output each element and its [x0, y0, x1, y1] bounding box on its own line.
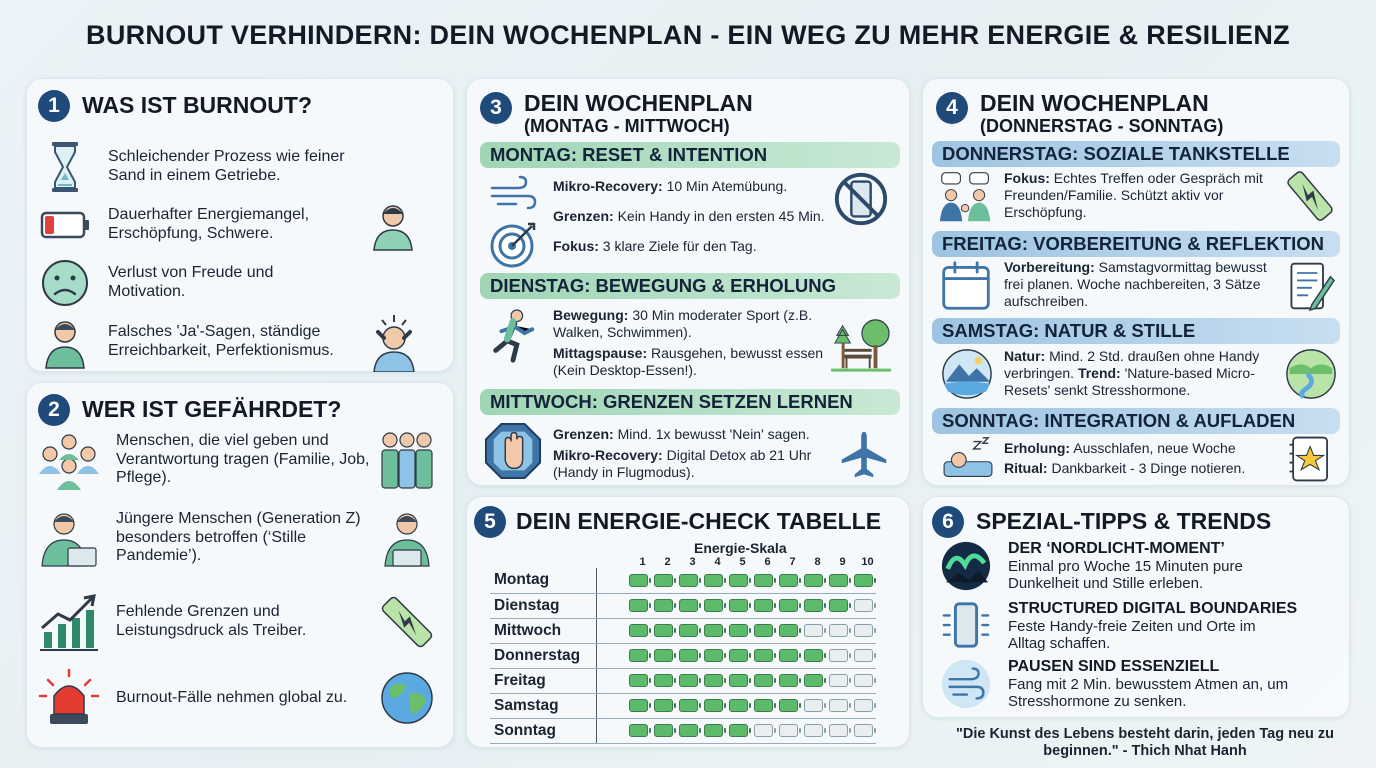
- battery-icon: [804, 574, 823, 587]
- battery-icon: [854, 674, 873, 687]
- table-row: [490, 718, 876, 743]
- row-day-label: Sonntag: [490, 718, 596, 743]
- battery-cell[interactable]: [651, 643, 676, 668]
- person-icon: [36, 315, 94, 369]
- battery-icon: [654, 649, 673, 662]
- blank-cell: [596, 668, 626, 693]
- row-day-label: Donnerstag: [490, 643, 596, 668]
- laptop-user-icon: [36, 508, 102, 568]
- day-lines-freitag: [1004, 259, 1279, 310]
- tip-body: Feste Handy-freie Zeiten und Orte im Alltag schaffen.: [1008, 618, 1256, 653]
- battery-icon: [754, 624, 773, 637]
- plan-line: Vorbereitung: Samstagvormittag bewusst frei planen. Woche nachbereiten, 3 Sätze aufschreiben.: [1004, 259, 1267, 310]
- plan-line: Bewegung: 30 Min moderater Sport (z.B. Walken, Schwimmen).: [553, 307, 813, 341]
- list-item: [36, 198, 446, 252]
- battery-icon: [829, 674, 848, 687]
- battery-cell[interactable]: [676, 593, 701, 618]
- battery-icon: [754, 574, 773, 587]
- battery-cell[interactable]: [701, 593, 726, 618]
- battery-icon: [779, 699, 798, 712]
- battery-cell[interactable]: [701, 568, 726, 593]
- plan-line: Mikro-Recovery: Digital Detox ab 21 Uhr (Handy in Flugmodus).: [553, 447, 812, 481]
- breath-icon: [940, 658, 992, 710]
- scale-number: 8: [814, 556, 821, 568]
- battery-cell[interactable]: [701, 618, 726, 643]
- supporting-people-icon: [378, 430, 436, 490]
- battery-cell[interactable]: [776, 668, 801, 693]
- battery-icon: [679, 674, 698, 687]
- table-row: [490, 568, 876, 593]
- list-item-text: Verlust von Freude und Motivation.: [108, 264, 274, 300]
- list-item-text: Schleichender Prozess wie feiner Sand in einem Getriebe.: [108, 148, 345, 184]
- airplane-icon: [838, 428, 890, 480]
- tip-title: DER ‘NORDLICHT-MOMENT’: [1008, 540, 1225, 557]
- battery-icon: [704, 574, 723, 587]
- table-row: [490, 618, 876, 643]
- day-band-donnerstag: DONNERSTAG: SOZIALE TANKSTELLE: [932, 141, 1340, 167]
- battery-cell[interactable]: [626, 668, 651, 693]
- battery-icon: [804, 599, 823, 612]
- battery-icon: [654, 599, 673, 612]
- low-battery-icon: [36, 198, 94, 252]
- battery-icon: [729, 674, 748, 687]
- list-item-text: Dauerhafter Energiemangel, Erschöpfung, Schwere.: [108, 206, 310, 242]
- tip-text: [1008, 600, 1297, 653]
- battery-icon: [854, 599, 873, 612]
- battery-icon: [754, 699, 773, 712]
- plan-line: Ritual: Dankbarkeit - 3 Dinge notieren.: [1004, 460, 1246, 477]
- notebook-pen-icon: [1284, 260, 1336, 312]
- battery-cell[interactable]: [776, 693, 801, 718]
- section-title: WAS IST BURNOUT?: [82, 92, 312, 118]
- day-band-samstag: SAMSTAG: NATUR & STILLE: [932, 318, 1340, 344]
- scale-label: Energie-Skala: [694, 540, 787, 556]
- battery-cell[interactable]: [651, 718, 676, 743]
- list-item: [36, 668, 446, 728]
- battery-icon: [754, 599, 773, 612]
- row-day-label: Freitag: [490, 668, 596, 693]
- section-title-text: DEIN WOCHENPLAN: [980, 90, 1209, 116]
- battery-cell[interactable]: [751, 593, 776, 618]
- battery-cell[interactable]: [726, 668, 751, 693]
- battery-icon: [729, 724, 748, 737]
- battery-icon: [629, 599, 648, 612]
- day-band-mittwoch: MITTWOCH: GRENZEN SETZEN LERNEN: [480, 389, 900, 415]
- battery-cell[interactable]: [626, 568, 651, 593]
- battery-icon: [829, 699, 848, 712]
- battery-cell[interactable]: [726, 568, 751, 593]
- energy-bar-icon: [1282, 168, 1338, 224]
- battery-cell[interactable]: [851, 643, 876, 668]
- list-item: [36, 256, 446, 310]
- blank-cell: [596, 568, 626, 593]
- battery-cell[interactable]: [651, 593, 676, 618]
- battery-cell[interactable]: [701, 668, 726, 693]
- mountain-lake-icon: [940, 347, 994, 401]
- battery-icon: [704, 724, 723, 737]
- section-6-header: [932, 506, 1271, 538]
- battery-icon: [754, 649, 773, 662]
- alarm-light-icon: [36, 668, 102, 728]
- section-number: 2: [38, 394, 70, 426]
- battery-cell[interactable]: [676, 693, 701, 718]
- battery-cell[interactable]: [626, 718, 651, 743]
- battery-cell[interactable]: [776, 593, 801, 618]
- tip-title: PAUSEN SIND ESSENZIELL: [1008, 658, 1220, 675]
- blank-cell: [596, 593, 626, 618]
- battery-icon: [779, 649, 798, 662]
- tip-body: Einmal pro Woche 15 Minuten pure Dunkelheit und Stille erleben.: [1008, 558, 1243, 593]
- battery-cell[interactable]: [676, 643, 701, 668]
- section-number: 3: [480, 92, 512, 124]
- blank-cell: [596, 718, 626, 743]
- scale-number: 2: [664, 556, 671, 568]
- battery-cell[interactable]: [751, 718, 776, 743]
- list-item: [36, 592, 446, 652]
- battery-icon: [804, 699, 823, 712]
- plan-line: Mikro-Recovery: 10 Min Atemübung.: [553, 178, 788, 194]
- battery-cell[interactable]: [776, 618, 801, 643]
- day-band-dienstag: DIENSTAG: BEWEGUNG & ERHOLUNG: [480, 273, 900, 299]
- section-title: DEIN ENERGIE-CHECK TABELLE: [516, 508, 882, 534]
- battery-icon: [704, 624, 723, 637]
- journal-star-icon: [1286, 434, 1336, 484]
- battery-icon: [679, 649, 698, 662]
- section-3-header: [480, 90, 753, 135]
- runner-icon: [486, 308, 540, 366]
- battery-icon: [729, 599, 748, 612]
- battery-icon: [679, 599, 698, 612]
- battery-cell[interactable]: [851, 568, 876, 593]
- day-lines-sonntag: [1004, 440, 1284, 477]
- battery-cell[interactable]: [676, 568, 701, 593]
- scale-number: 6: [764, 556, 771, 568]
- section-title: WER IST GEFÄHRDET?: [82, 396, 342, 422]
- battery-icon: [829, 624, 848, 637]
- battery-cell[interactable]: [826, 643, 851, 668]
- battery-cell[interactable]: [826, 718, 851, 743]
- page-title: BURNOUT VERHINDERN: DEIN WOCHENPLAN - EIN WEG ZU MEHR ENERGIE & RESILIENZ: [86, 20, 1290, 50]
- battery-icon: [654, 574, 673, 587]
- energy-bar-icon: [378, 592, 436, 652]
- battery-icon: [729, 649, 748, 662]
- section-title: [524, 92, 753, 135]
- growth-chart-icon: [36, 592, 102, 652]
- battery-cell[interactable]: [626, 593, 651, 618]
- battery-cell[interactable]: [801, 693, 826, 718]
- tired-person-icon: [368, 198, 418, 252]
- battery-icon: [729, 574, 748, 587]
- battery-cell[interactable]: [676, 718, 701, 743]
- list-item-text: Jüngere Menschen (Generation Z) besonders betroffen (‘Stille Pandemie’).: [116, 510, 361, 565]
- scale-number: 9: [839, 556, 846, 568]
- battery-icon: [729, 624, 748, 637]
- section-title: [980, 92, 1223, 135]
- section-2-header: [38, 394, 341, 426]
- battery-icon: [854, 574, 873, 587]
- day-lines-dienstag: [553, 307, 823, 379]
- scale-number: 7: [789, 556, 796, 568]
- battery-cell[interactable]: [701, 718, 726, 743]
- quote: "Die Kunst des Lebens besteht darin, jeden Tag neu zu beginnen." - Thich Nhat Hanh: [955, 726, 1335, 759]
- battery-cell[interactable]: [726, 593, 751, 618]
- plan-line: Fokus: Echtes Treffen oder Gespräch mit Freunden/Familie. Schützt aktiv vor Erschöpfung.: [1004, 170, 1263, 221]
- battery-icon: [679, 699, 698, 712]
- battery-cell[interactable]: [751, 568, 776, 593]
- section-subtitle: (MONTAG - MITTWOCH): [524, 116, 730, 136]
- tip-text: [1008, 540, 1278, 593]
- battery-icon: [854, 699, 873, 712]
- row-day-label: Mittwoch: [490, 618, 596, 643]
- battery-icon: [754, 674, 773, 687]
- battery-cell[interactable]: [626, 693, 651, 718]
- park-bench-icon: [828, 316, 894, 374]
- battery-icon: [754, 724, 773, 737]
- no-phone-icon: [832, 170, 890, 228]
- battery-cell[interactable]: [801, 668, 826, 693]
- scale-number: 1: [639, 556, 646, 568]
- list-item: [36, 430, 446, 490]
- scale-number: 5: [739, 556, 746, 568]
- battery-cell[interactable]: [726, 643, 751, 668]
- list-item-text: Burnout-Fälle nehmen global zu.: [116, 688, 348, 706]
- battery-cell[interactable]: [651, 618, 676, 643]
- battery-cell[interactable]: [826, 693, 851, 718]
- day-lines-mittwoch: [553, 426, 838, 481]
- battery-icon: [779, 724, 798, 737]
- plan-line: Grenzen: Kein Handy in den ersten 45 Min.: [553, 208, 825, 225]
- energy-table: [490, 568, 876, 744]
- section-number: 6: [932, 506, 964, 538]
- battery-cell[interactable]: [726, 693, 751, 718]
- battery-cell[interactable]: [851, 668, 876, 693]
- stop-hand-icon: [484, 422, 542, 480]
- section-title-text: DEIN WOCHENPLAN: [524, 90, 753, 116]
- battery-icon: [629, 624, 648, 637]
- battery-icon: [829, 649, 848, 662]
- day-lines-donnerstag: [1004, 170, 1274, 221]
- row-day-label: Montag: [490, 568, 596, 593]
- list-item-text: Fehlende Grenzen und Leistungsdruck als Treiber.: [116, 603, 307, 639]
- tip-item: [940, 600, 1340, 653]
- battery-icon: [679, 624, 698, 637]
- battery-icon: [804, 674, 823, 687]
- battery-cell[interactable]: [751, 643, 776, 668]
- battery-cell[interactable]: [801, 718, 826, 743]
- battery-cell[interactable]: [851, 618, 876, 643]
- battery-icon: [779, 624, 798, 637]
- section-5-header: [474, 506, 881, 538]
- battery-cell[interactable]: [851, 718, 876, 743]
- battery-cell[interactable]: [851, 593, 876, 618]
- battery-cell[interactable]: [826, 568, 851, 593]
- tip-text: [1008, 658, 1328, 711]
- battery-icon: [629, 724, 648, 737]
- section-number: 1: [38, 90, 70, 122]
- battery-cell[interactable]: [826, 668, 851, 693]
- battery-icon: [654, 624, 673, 637]
- table-row: [490, 693, 876, 718]
- sleeping-person-icon: [940, 436, 996, 482]
- day-lines-samstag: [1004, 348, 1286, 399]
- blank-cell: [596, 643, 626, 668]
- tip-title: STRUCTURED DIGITAL BOUNDARIES: [1008, 600, 1298, 617]
- battery-cell[interactable]: [801, 593, 826, 618]
- hourglass-icon: [36, 140, 94, 194]
- list-item: [36, 140, 446, 194]
- blank-cell: [596, 618, 626, 643]
- section-number: 5: [474, 506, 506, 538]
- list-item-text: Menschen, die viel geben und Verantwortung tragen (Familie, Job, Pflege).: [116, 432, 370, 487]
- battery-cell[interactable]: [851, 693, 876, 718]
- battery-icon: [854, 624, 873, 637]
- battery-icon: [629, 674, 648, 687]
- battery-icon: [804, 624, 823, 637]
- scale-numbers: [630, 556, 880, 568]
- battery-cell[interactable]: [651, 668, 676, 693]
- day-band-freitag: FREITAG: VORBEREITUNG & REFLEKTION: [932, 231, 1340, 257]
- plan-line: Grenzen: Mind. 1x bewusst 'Nein' sagen.: [553, 426, 810, 442]
- battery-cell[interactable]: [726, 618, 751, 643]
- battery-icon: [779, 599, 798, 612]
- battery-icon: [804, 724, 823, 737]
- list-item-text: Falsches 'Ja'-Sagen, ständige Erreichbarkeit, Perfektionismus.: [108, 323, 334, 359]
- battery-cell[interactable]: [801, 568, 826, 593]
- scale-number: 4: [714, 556, 721, 568]
- battery-cell[interactable]: [776, 568, 801, 593]
- battery-cell[interactable]: [776, 718, 801, 743]
- battery-icon: [779, 574, 798, 587]
- scale-number: 10: [861, 556, 874, 568]
- table-row: [490, 668, 876, 693]
- battery-icon: [779, 674, 798, 687]
- day-band-sonntag: SONNTAG: INTEGRATION & AUFLADEN: [932, 408, 1340, 434]
- scale-number: 3: [689, 556, 696, 568]
- battery-cell[interactable]: [701, 643, 726, 668]
- day-lines-montag: [553, 178, 833, 255]
- list-item: [36, 312, 446, 372]
- battery-icon: [654, 674, 673, 687]
- aurora-icon: [940, 540, 992, 592]
- battery-icon: [629, 699, 648, 712]
- tip-item: [940, 540, 1340, 593]
- battery-cell[interactable]: [801, 618, 826, 643]
- battery-cell[interactable]: [676, 618, 701, 643]
- river-landscape-icon: [1284, 347, 1338, 401]
- wind-icon: [488, 174, 538, 214]
- stressed-person-icon: [366, 312, 422, 372]
- plan-line: Mittagspause: Rausgehen, bewusst essen (Kein Desktop-Essen!).: [553, 345, 824, 379]
- section-4-header: [936, 90, 1223, 135]
- battery-cell[interactable]: [676, 668, 701, 693]
- battery-cell[interactable]: [776, 643, 801, 668]
- battery-icon: [854, 724, 873, 737]
- battery-icon: [729, 699, 748, 712]
- battery-icon: [704, 674, 723, 687]
- battery-icon: [704, 699, 723, 712]
- battery-cell[interactable]: [826, 618, 851, 643]
- battery-icon: [804, 649, 823, 662]
- row-day-label: Dienstag: [490, 593, 596, 618]
- battery-cell[interactable]: [626, 643, 651, 668]
- battery-cell[interactable]: [726, 718, 751, 743]
- battery-icon: [829, 599, 848, 612]
- row-day-label: Samstag: [490, 693, 596, 718]
- plan-line: Erholung: Ausschlafen, neue Woche: [1004, 440, 1236, 456]
- battery-cell[interactable]: [651, 568, 676, 593]
- list-item: [36, 508, 446, 568]
- battery-icon: [829, 724, 848, 737]
- calendar-icon: [940, 260, 992, 312]
- battery-icon: [829, 574, 848, 587]
- battery-icon: [679, 574, 698, 587]
- battery-cell[interactable]: [701, 693, 726, 718]
- sad-face-icon: [36, 256, 94, 310]
- blank-cell: [596, 693, 626, 718]
- plan-line: Fokus: 3 klare Ziele für den Tag.: [553, 238, 757, 255]
- table-row: [490, 593, 876, 618]
- battery-cell[interactable]: [751, 693, 776, 718]
- table-row: [490, 643, 876, 668]
- battery-cell[interactable]: [751, 618, 776, 643]
- battery-icon: [654, 724, 673, 737]
- laptop-user-icon-right: [378, 508, 436, 568]
- target-icon: [488, 220, 538, 270]
- battery-icon: [629, 649, 648, 662]
- smartphone-icon: [940, 600, 992, 652]
- plan-line: Natur: Mind. 2 Std. draußen ohne Handy verbringen. Trend: 'Nature-based Micro-Resets' senkt Stresshormone.: [1004, 348, 1260, 399]
- battery-cell[interactable]: [751, 668, 776, 693]
- section-1-header: [38, 90, 312, 122]
- day-band-montag: MONTAG: RESET & INTENTION: [480, 142, 900, 168]
- battery-cell[interactable]: [801, 643, 826, 668]
- section-subtitle: (DONNERSTAG - SONNTAG): [980, 116, 1224, 136]
- battery-icon: [704, 649, 723, 662]
- battery-icon: [854, 649, 873, 662]
- group-icon: [36, 430, 102, 490]
- globe-icon: [378, 668, 436, 728]
- battery-cell[interactable]: [651, 693, 676, 718]
- tip-body: Fang mit 2 Min. bewusstem Atmen an, um Stresshormone zu senken.: [1008, 676, 1289, 711]
- battery-cell[interactable]: [826, 593, 851, 618]
- tip-item: [940, 658, 1340, 711]
- battery-cell[interactable]: [626, 618, 651, 643]
- battery-icon: [629, 574, 648, 587]
- conversation-icon: [938, 170, 994, 224]
- battery-icon: [679, 724, 698, 737]
- section-title: SPEZIAL-TIPPS & TRENDS: [976, 508, 1272, 534]
- section-number: 4: [936, 92, 968, 124]
- battery-icon: [704, 599, 723, 612]
- battery-icon: [654, 699, 673, 712]
